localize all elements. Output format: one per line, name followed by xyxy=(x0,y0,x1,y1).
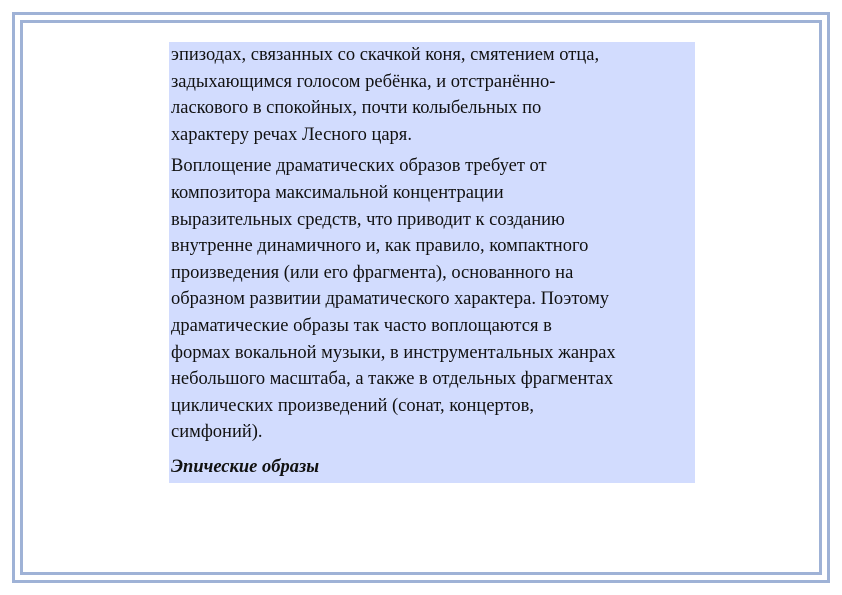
text-line: формах вокальной музыки, в инструментальных жанрах xyxy=(171,342,616,363)
text-line: выразительных средств, что приводит к созданию xyxy=(171,209,565,230)
text-line: произведения (или его фрагмента), основанного на xyxy=(171,262,574,283)
text-line: драматические образы так часто воплощаются в xyxy=(171,315,552,336)
text-line: внутренне динамичного и, как правило, компактного xyxy=(171,236,589,257)
text-line: задыхающимся голосом ребёнка, и отстранённо- xyxy=(171,71,556,92)
text-line: Воплощение драматических образов требует от xyxy=(171,156,547,177)
text-line: характеру речах Лесного царя. xyxy=(171,124,412,145)
text-line: композитора максимальной концентрации xyxy=(171,182,504,203)
text-line: небольшого масштаба, а также в отдельных фрагментах xyxy=(171,369,614,390)
text-line: симфоний). xyxy=(171,422,263,443)
text-block xyxy=(169,42,695,483)
text-line: образном развитии драматического характера. Поэтому xyxy=(171,289,610,310)
text-line: ласкового в спокойных, почти колыбельных по xyxy=(171,98,542,119)
paragraph-2 xyxy=(171,153,695,446)
paragraph-1 xyxy=(171,42,695,148)
text-line: эпизодах, связанных со скачкой коня, смятением отца, xyxy=(171,45,600,65)
text-line: циклических произведений (сонат, концертов, xyxy=(171,395,534,416)
section-heading: Эпические образы xyxy=(171,456,320,477)
